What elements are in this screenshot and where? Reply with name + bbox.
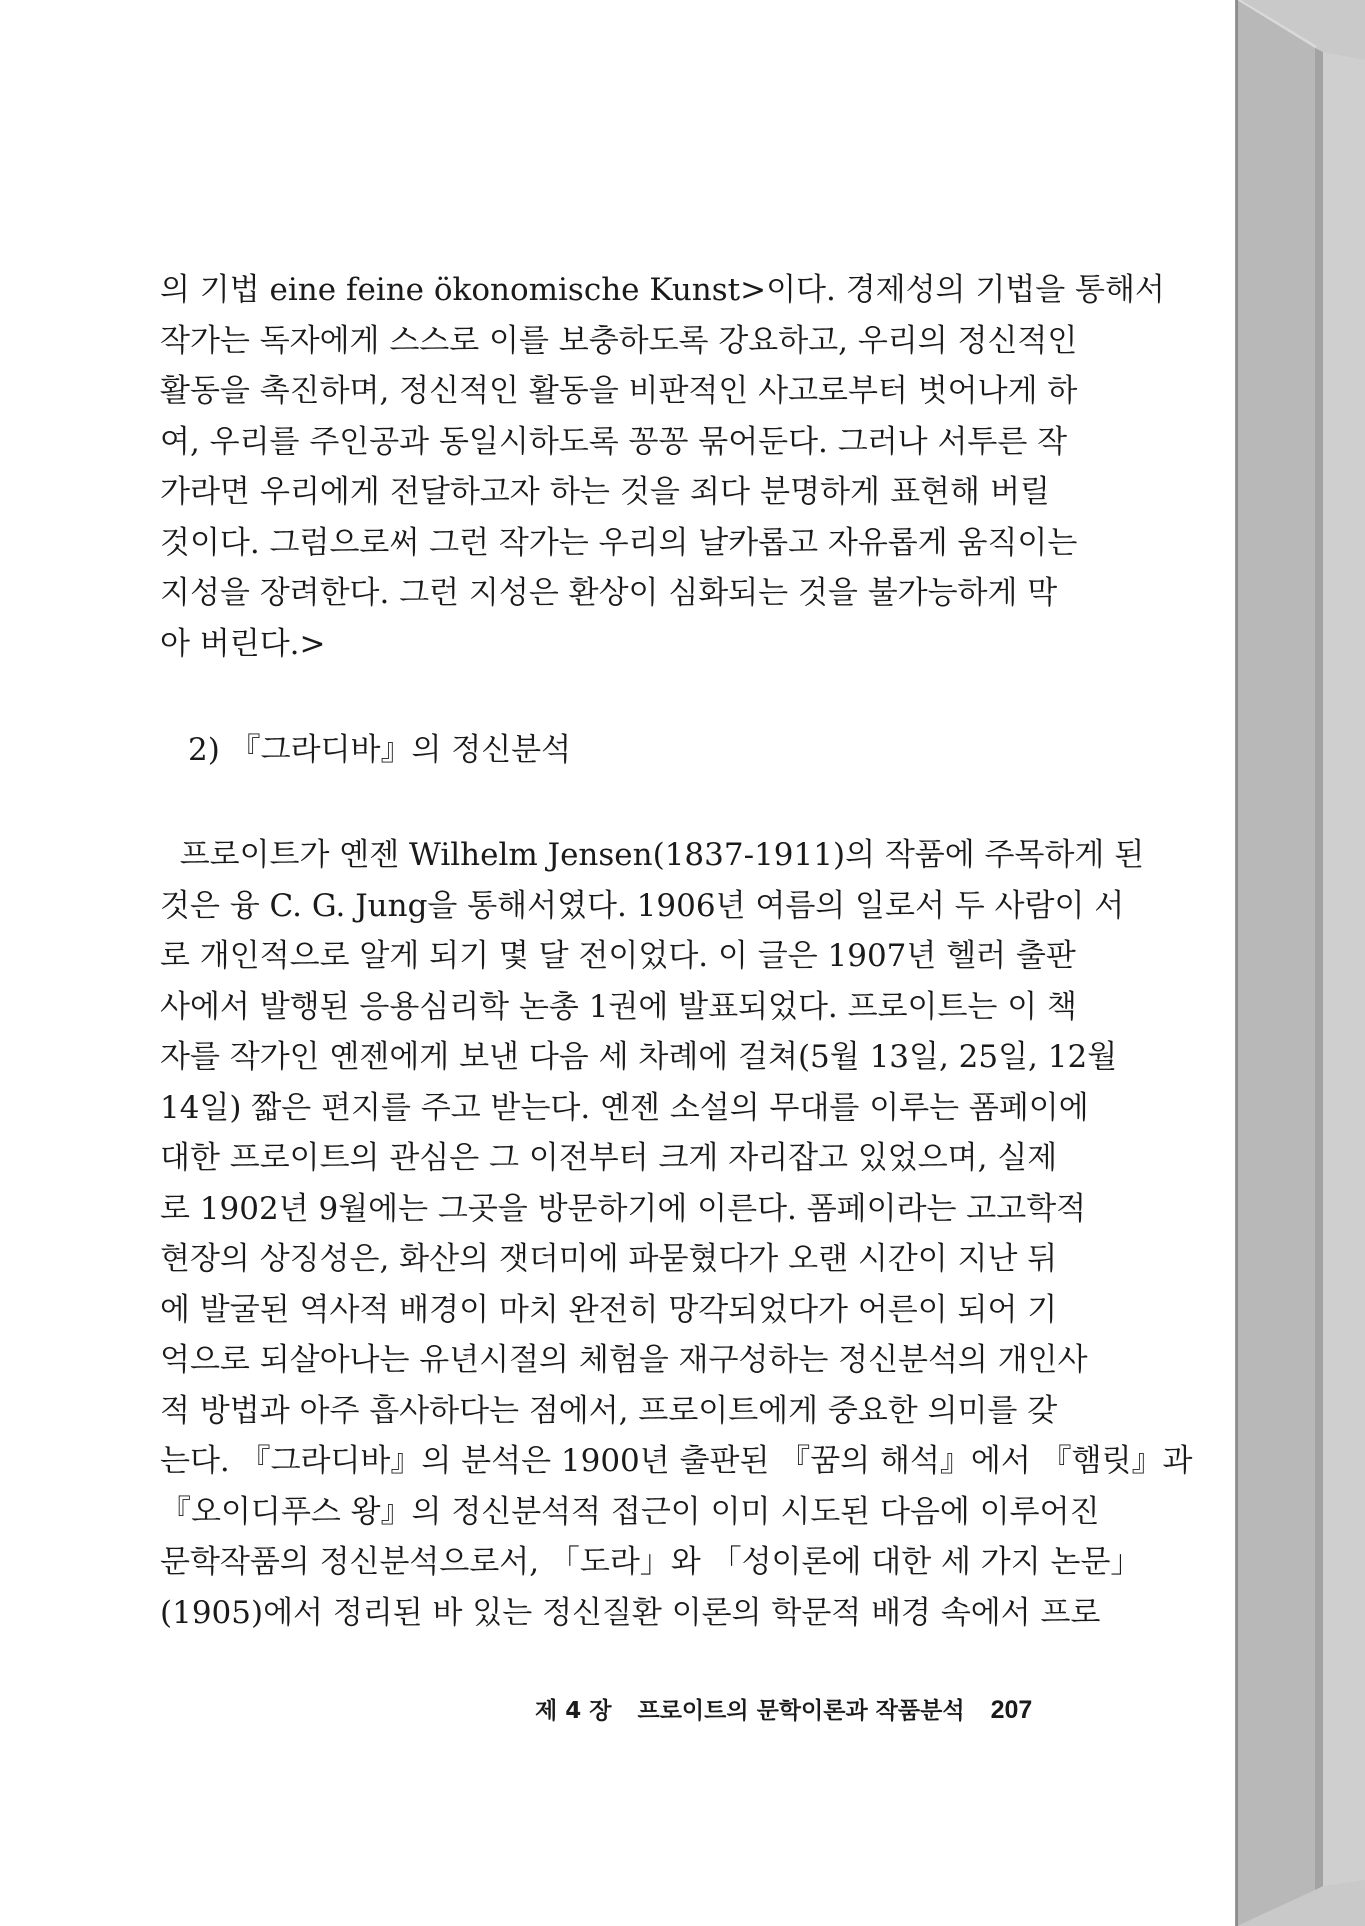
- section-heading: 2) 『그라디바』의 정신분석: [188, 732, 572, 768]
- paragraph-2: [160, 830, 1193, 1638]
- text-line: 활동을 촉진하며, 정신적인 활동을 비판적인 사고로부터 벗어나게 하: [160, 373, 1078, 409]
- text-line: 여, 우리를 주인공과 동일시하도록 꽁꽁 묶어둔다. 그러나 서투른 작: [160, 423, 1068, 460]
- footer-title: 프로이트의 문학이론과 작품분석: [637, 1698, 965, 1724]
- text-line: 지성을 장려한다. 그런 지성은 환상이 심화되는 것을 불가능하게 막: [160, 575, 1058, 611]
- text-line: 적 방법과 아주 흡사하다는 점에서, 프로이트에게 중요한 의미를 갖: [160, 1392, 1058, 1429]
- text-line: 아 버린다.>: [160, 625, 326, 662]
- text-line: 로 개인적으로 알게 되기 몇 달 전이었다. 이 글은 1907년 헬러 출판: [160, 938, 1076, 974]
- text-line: 억으로 되살아나는 유년시절의 체험을 재구성하는 정신분석의 개인사: [160, 1342, 1088, 1378]
- text-line: 현장의 상징성은, 화산의 잿더미에 파묻혔다가 오랜 시간이 지난 뒤: [160, 1241, 1058, 1277]
- text-line: 가라면 우리에게 전달하고자 하는 것을 죄다 분명하게 표현해 버릴: [160, 474, 1050, 510]
- page-footer: [535, 1692, 1032, 1725]
- text-line: 에 발굴된 역사적 배경이 마치 완전히 망각되었다가 어른이 되어 기: [160, 1291, 1058, 1328]
- text-line: 문학작품의 정신분석으로서, 「도라」와 「성이론에 대한 세 가지 논문」: [160, 1544, 1142, 1580]
- paragraph-1: [160, 265, 1165, 669]
- text-line: 자를 작가인 옌젠에게 보낸 다음 세 차례에 걸쳐(5월 13일, 25일, 12월: [160, 1039, 1118, 1075]
- text-line: (1905)에서 정리된 바 있는 정신질환 이론의 학문적 배경 속에서 프로: [160, 1594, 1101, 1631]
- book-edge: [1237, 0, 1365, 1926]
- text-line: 것이다. 그럼으로써 그런 작가는 우리의 날카롭고 자유롭게 움직이는: [160, 524, 1078, 561]
- text-line: 것은 융 C. G. Jung을 통해서였다. 1906년 여름의 일로서 두 사람이 서: [160, 887, 1125, 924]
- text-line: 대한 프로이트의 관심은 그 이전부터 크게 자리잡고 있었으며, 실제: [160, 1140, 1058, 1176]
- page-number: 207: [990, 1696, 1033, 1724]
- text-line: 14일) 짧은 편지를 주고 받는다. 옌젠 소설의 무대를 이루는 폼페이에: [160, 1089, 1089, 1126]
- text-line: 는다. 『그라디바』의 분석은 1900년 출판된 『꿈의 해석』에서 『햄릿』과: [160, 1443, 1193, 1479]
- text-line: 작가는 독자에게 스스로 이를 보충하도록 강요하고, 우리의 정신적인: [160, 322, 1078, 359]
- text-line: 로 1902년 9월에는 그곳을 방문하기에 이른다. 폼페이라는 고고학적: [160, 1190, 1087, 1227]
- text-line: 프로이트가 옌젠 Wilhelm Jensen(1837-1911)의 작품에 주목하게 된: [160, 837, 1145, 873]
- footer-chapter: 제 4 장: [535, 1698, 612, 1724]
- text-line: 의 기법 eine feine ökonomische Kunst>이다. 경제성의 기법을 통해서: [160, 272, 1165, 308]
- text-line: 사에서 발행된 응용심리학 논총 1권에 발표되었다. 프로이트는 이 책: [160, 988, 1077, 1025]
- text-line: 『오이디푸스 왕』의 정신분석적 접근이 이미 시도된 다음에 이루어진: [160, 1493, 1100, 1530]
